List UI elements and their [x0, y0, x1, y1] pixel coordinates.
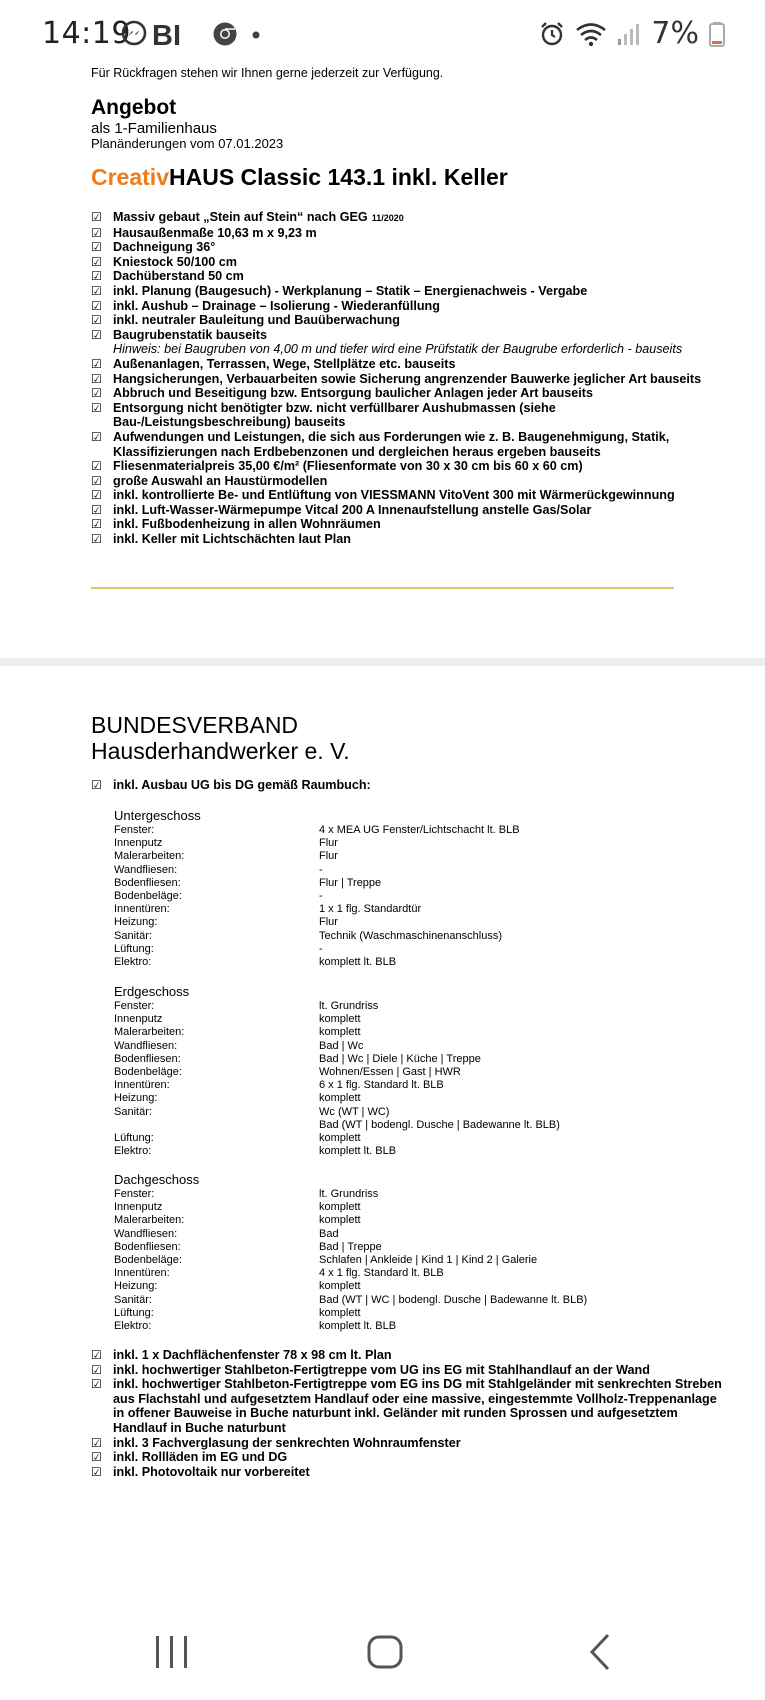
checklist-item-label: Kniestock 50/100 cm [113, 254, 237, 269]
checklist-item-text [113, 1450, 731, 1465]
document-page-1 [0, 60, 765, 660]
checklist-item-text [113, 210, 731, 226]
checkbox-icon: ☑ [91, 400, 102, 415]
room-spec-key: Bodenfliesen: [114, 1240, 181, 1253]
room-spec-row [114, 1092, 674, 1105]
room-spec-value: 4 x MEA UG Fenster/Lichtschacht lt. BLB [319, 824, 520, 836]
checklist-item-label: inkl. Luft-Wasser-Wärmepumpe Vitcal 200 A Innenaufstellung anstelle Gas/Solar [113, 502, 592, 517]
checklist-item-label: inkl. Aushub – Drainage – Isolierung - Wiederanfüllung [113, 298, 440, 313]
checkbox-icon: ☑ [91, 1377, 102, 1392]
floor-title: Erdgeschoss [114, 984, 190, 999]
room-spec-value: Wc (WT | WC) [319, 1105, 390, 1118]
checklist-item-label: Massiv gebaut „Stein auf Stein“ nach GEG [113, 210, 368, 224]
checklist-item-label: Entsorgung nicht benötigter bzw. nicht verfüllbarer Aushubmassen (siehe Bau-/Leistungsbeschreibung) bauseits [113, 400, 556, 430]
checklist-item [91, 401, 731, 430]
status-right-icons [539, 16, 725, 51]
room-spec-key: Lüftung: [114, 942, 154, 955]
contact-line: Für Rückfragen stehen wir Ihnen gerne jederzeit zur Verfügung. [91, 66, 444, 80]
room-spec-key: Bodenbeläge: [114, 1066, 182, 1079]
organization-name [91, 712, 350, 764]
room-spec-key: Innentüren: [114, 1267, 170, 1280]
room-spec-row [114, 1280, 674, 1293]
battery-percent: 7% [651, 16, 699, 51]
checkbox-icon: ☑ [91, 386, 102, 401]
home-icon[interactable] [366, 1632, 404, 1672]
checklist-item-label: Dachüberstand 50 cm [113, 269, 244, 284]
checklist-item-label: Aufwendungen und Leistungen, die sich aus Forderungen wie z. B. Baugenehmigung, Statik, Klassifizierungen nach Erdbebenzonen und dergleichen heraus ergeben bauseits [113, 429, 670, 459]
checklist-item-suffix: 11/2020 [371, 213, 404, 223]
android-nav-bar [0, 1610, 765, 1700]
checklist-item-text [113, 1348, 731, 1363]
room-spec-key: Innenputz [114, 837, 163, 850]
room-spec-key: Bodenfliesen: [114, 876, 181, 889]
checklist-item [91, 532, 731, 547]
room-spec-row [114, 890, 674, 903]
room-spec-row [114, 1188, 674, 1201]
room-spec-value: komplett [319, 1306, 361, 1319]
checklist-item-label: Dachneigung 36° [113, 240, 216, 255]
floor-untergeschoss [114, 808, 674, 969]
room-spec-value: 1 x 1 flg. Standardtür [319, 903, 422, 916]
org-line-2: Hausderhandwerker e. V. [91, 738, 350, 764]
checklist-item-label: inkl. hochwertiger Stahlbeton-Fertigtreppe vom UG ins EG mit Stahlhandlauf an der Wand [113, 1362, 650, 1377]
checklist-item [91, 1348, 731, 1363]
room-spec-value: Bad (WT | bodengl. Dusche | Badewanne lt. BLB) [319, 1118, 560, 1131]
room-spec-key: Sanitär: [114, 1293, 152, 1306]
checkbox-icon: ☑ [91, 459, 102, 474]
checklist-item [91, 1363, 731, 1378]
checklist-item-label: inkl. Photovoltaik nur vorbereitet [113, 1464, 310, 1479]
checklist-item-label: Hausaußenmaße 10,63 m x 9,23 m [113, 225, 317, 240]
room-spec-value: Bad | Wc [319, 1039, 364, 1052]
room-spec-row [114, 1000, 674, 1013]
checklist-item [91, 1465, 731, 1480]
room-spec-row [114, 903, 674, 916]
room-spec-key: Bodenbeläge: [114, 890, 182, 903]
room-spec-value: 4 x 1 flg. Standard lt. BLB [319, 1267, 444, 1280]
checklist-item [91, 430, 731, 459]
offer-title: Angebot [91, 96, 177, 119]
checkbox-icon: ☑ [91, 1362, 102, 1377]
checklist-item-text [113, 430, 731, 459]
room-spec-row [114, 956, 674, 969]
checklist-item-text [113, 532, 731, 547]
room-spec-key: Innentüren: [114, 903, 170, 916]
checklist-item-label: inkl. Keller mit Lichtschächten laut Plan [113, 532, 351, 547]
room-spec-key: Malerarbeiten: [114, 850, 185, 863]
offer-subtitle: als 1-Familienhaus [91, 120, 217, 137]
checklist-item-label: Fliesenmaterialpreis 35,00 €/m² (Fliesenformate von 30 x 30 cm bis 60 x 60 cm) [113, 459, 583, 474]
ausbau-label: inkl. Ausbau UG bis DG gemäß Raumbuch: [113, 778, 371, 792]
checklist-item-text [113, 401, 731, 430]
ausbau-item [91, 778, 371, 793]
room-spec-value: komplett [319, 1092, 361, 1105]
room-spec-row [114, 916, 674, 929]
checkbox-icon: ☑ [91, 778, 102, 792]
room-spec-value: komplett lt. BLB [319, 1320, 397, 1333]
room-spec-row [114, 1320, 674, 1333]
room-spec-key: Innenputz [114, 1013, 163, 1026]
document-page-2 [0, 666, 765, 1626]
room-spec-value: komplett [319, 1132, 361, 1145]
checkbox-icon: ☑ [91, 1464, 102, 1479]
checklist-item-text [113, 299, 731, 314]
recents-icon[interactable] [154, 1632, 190, 1672]
dot-icon [242, 21, 264, 47]
checkbox-icon: ☑ [91, 371, 102, 386]
room-spec-value: komplett lt. BLB [319, 956, 397, 969]
checklist-item [91, 372, 731, 387]
room-spec-row [114, 1066, 674, 1079]
checklist-item-hint: Hinweis: bei Baugruben von 4,00 m und tiefer wird eine Prüfstatik der Baugrube erforderlich - bauseits [113, 342, 683, 357]
room-spec-key: Fenster: [114, 824, 155, 836]
room-spec-key: Wandfliesen: [114, 863, 178, 876]
wifi-icon [575, 21, 607, 47]
room-spec-row [114, 1026, 674, 1039]
checklist-item-label: inkl. Fußbodenheizung in allen Wohnräumen [113, 517, 381, 532]
room-spec-row [114, 1040, 674, 1053]
room-spec-row [114, 850, 674, 863]
room-spec-value: - [319, 863, 323, 876]
checklist-item-text [113, 372, 731, 387]
checklist-item [91, 517, 731, 532]
checklist-item-text [113, 1436, 731, 1451]
signal-icon [617, 21, 641, 47]
room-spec-value: Schlafen | Ankleide | Kind 1 | Kind 2 | Galerie [319, 1254, 538, 1267]
checkbox-icon: ☑ [91, 1450, 102, 1465]
battery-icon [709, 21, 725, 47]
checklist-item-label: Außenanlagen, Terrassen, Wege, Stellplätze etc. bauseits [113, 356, 456, 371]
chrome-icon [212, 21, 238, 47]
room-spec-row [114, 1294, 674, 1307]
room-spec-row [114, 1079, 674, 1092]
checkbox-icon: ☑ [91, 240, 102, 255]
room-spec-key: Sanitär: [114, 929, 152, 942]
org-line-1: BUNDESVERBAND [91, 712, 299, 738]
checklist-item-label: inkl. kontrollierte Be- und Entlüftung von VIESSMANN VitoVent 300 mit Wärmerückgewinnung [113, 488, 675, 503]
room-spec-key: Lüftung: [114, 1306, 154, 1319]
checklist-item-label: inkl. 3 Fachverglasung der senkrechten Wohnraumfenster [113, 1435, 461, 1450]
room-spec-row [114, 1267, 674, 1280]
checklist-item [91, 240, 731, 255]
checklist-item-label: Baugrubenstatik bauseits [113, 327, 267, 342]
room-spec-key: Fenster: [114, 1188, 155, 1200]
room-spec-row [114, 1053, 674, 1066]
room-spec-value: Flur | Treppe [319, 876, 382, 889]
checklist-item [91, 488, 731, 503]
checklist-item-text [113, 1363, 731, 1378]
room-spec-key: Innenputz [114, 1201, 163, 1214]
checkbox-icon: ☑ [91, 313, 102, 328]
room-spec-key: Elektro: [114, 1320, 152, 1333]
room-spec-row [114, 1228, 674, 1241]
room-spec-row [114, 930, 674, 943]
checkbox-icon: ☑ [91, 429, 102, 444]
room-spec-row [114, 1201, 674, 1214]
checklist-item-text [113, 255, 731, 270]
room-spec-row [114, 864, 674, 877]
floor-title: Dachgeschoss [114, 1172, 200, 1187]
checklist-item [91, 1377, 731, 1435]
room-spec-value: 6 x 1 flg. Standard lt. BLB [319, 1079, 444, 1092]
checklist-item [91, 226, 731, 241]
room-spec-key: Elektro: [114, 956, 152, 969]
checklist-item-text [113, 517, 731, 532]
checkbox-icon: ☑ [91, 502, 102, 517]
checklist-item [91, 357, 731, 372]
checkbox-icon: ☑ [91, 356, 102, 371]
room-spec-row [114, 837, 674, 850]
room-spec-value: komplett [319, 1026, 361, 1039]
room-spec-value: Flur [319, 850, 338, 863]
checklist-item-label: Hangsicherungen, Verbauarbeiten sowie Sicherung angrenzender Bauwerke jeglicher Art bauseits [113, 371, 702, 386]
checklist-item [91, 474, 731, 489]
room-spec-key: Elektro: [114, 1145, 152, 1158]
checklist-item-text [113, 240, 731, 255]
checklist-item-text [113, 226, 731, 241]
section-divider [91, 587, 674, 589]
room-spec-key: Wandfliesen: [114, 1227, 178, 1240]
room-spec-row [114, 1254, 674, 1267]
checklist-item-label: Abbruch und Beseitigung bzw. Entsorgung baulicher Anlagen jeder Art bauseits [113, 386, 594, 401]
checkbox-icon: ☑ [91, 283, 102, 298]
room-spec-row [114, 1132, 674, 1145]
room-spec-key: Malerarbeiten: [114, 1214, 185, 1227]
checklist-item-text [113, 503, 731, 518]
checklist-item-text [113, 1377, 731, 1435]
checklist-item-text [113, 459, 731, 474]
back-icon[interactable] [586, 1632, 614, 1672]
room-spec-key: Heizung: [114, 916, 158, 929]
room-spec-row [114, 1013, 674, 1026]
room-spec-row [114, 1145, 674, 1158]
checklist-item [91, 328, 731, 343]
room-spec-value: komplett [319, 1214, 361, 1227]
checkbox-icon: ☑ [91, 532, 102, 547]
room-spec-key: Bodenbeläge: [114, 1254, 182, 1267]
room-spec-key: Sanitär: [114, 1105, 152, 1118]
alarm-icon [539, 21, 565, 47]
room-spec-value: lt. Grundriss [319, 1188, 379, 1200]
status-time: 14:19 [42, 16, 131, 51]
room-spec-value: Bad [319, 1227, 339, 1240]
room-spec-value: komplett [319, 1280, 361, 1293]
room-spec-value: - [319, 890, 323, 903]
checklist-item-text [113, 474, 731, 489]
room-spec-key: Innentüren: [114, 1079, 170, 1092]
room-spec-row [114, 824, 674, 837]
checklist-item-text [113, 386, 731, 401]
room-spec-key: Fenster: [114, 1000, 155, 1012]
checkbox-icon: ☑ [91, 1348, 102, 1362]
room-spec-value: lt. Grundriss [319, 1000, 379, 1012]
checklist-item [91, 210, 731, 226]
offer-date: Planänderungen vom 07.01.2023 [91, 136, 284, 151]
checkbox-icon: ☑ [91, 298, 102, 313]
checklist-item-label: inkl. neutraler Bauleitung und Bauüberwachung [113, 313, 400, 328]
feature-checklist [91, 210, 731, 547]
checklist-item-text [113, 1465, 731, 1480]
room-spec-value: Wohnen/Essen | Gast | HWR [319, 1066, 461, 1079]
room-spec-row [114, 1106, 674, 1119]
floor-erdgeschoss [114, 984, 674, 1158]
checkbox-icon: ☑ [91, 225, 102, 240]
floor-title: Untergeschoss [114, 808, 201, 823]
checklist-item [91, 284, 731, 299]
checkbox-icon: ☑ [91, 269, 102, 284]
room-spec-key: Malerarbeiten: [114, 1026, 185, 1039]
messenger-icon [120, 20, 148, 48]
extras-checklist [91, 1348, 731, 1479]
room-spec-value: Flur [319, 837, 338, 850]
svg-text:BI: BI [152, 20, 181, 48]
room-spec-value: komplett [319, 1201, 361, 1214]
checklist-item-text [113, 357, 731, 372]
checklist-item-text [113, 269, 731, 284]
bild-icon [152, 20, 208, 48]
product-brand: Creativ [91, 164, 169, 190]
checklist-item-label: große Auswahl an Haustürmodellen [113, 473, 328, 488]
floor-dachgeschoss [114, 1172, 674, 1333]
checklist-item [91, 269, 731, 284]
checklist-item-text [113, 328, 731, 343]
product-title [91, 164, 508, 191]
room-spec-value: komplett [319, 1013, 361, 1026]
checklist-item [91, 1450, 731, 1465]
room-spec-key: Bodenfliesen: [114, 1052, 181, 1065]
room-spec-value: Bad (WT | WC | bodengl. Dusche | Badewanne lt. BLB) [319, 1293, 588, 1306]
checklist-item-text [113, 284, 731, 299]
status-left-icons [120, 20, 264, 48]
room-spec-row [114, 1241, 674, 1254]
checklist-item [91, 313, 731, 328]
room-spec-row [114, 877, 674, 890]
checklist-item [91, 503, 731, 518]
checklist-item-label: inkl. 1 x Dachflächenfenster 78 x 98 cm lt. Plan [113, 1348, 392, 1362]
room-spec-value: Bad | Wc | Diele | Küche | Treppe [319, 1052, 481, 1065]
checkbox-icon: ☑ [91, 1435, 102, 1450]
room-spec-key: Heizung: [114, 1092, 158, 1105]
room-spec-row [114, 1307, 674, 1320]
checkbox-icon: ☑ [91, 254, 102, 269]
room-spec-key: Wandfliesen: [114, 1039, 178, 1052]
checkbox-icon: ☑ [91, 210, 102, 224]
checklist-item [91, 1436, 731, 1451]
room-spec-key: Heizung: [114, 1280, 158, 1293]
room-spec-value: Bad | Treppe [319, 1240, 382, 1253]
room-spec-value: Technik (Waschmaschinenanschluss) [319, 929, 502, 942]
checklist-item-label: inkl. hochwertiger Stahlbeton-Fertigtreppe vom EG ins DG mit Stahlgeländer mit senkrechten Streben aus Flachstahl und aufgesetztem Handlauf oder eine massive, eingestemmte Vollholz-Treppenanlage in offener Bauweise in Buche naturbunt inkl. Geländer mit runden Sprossen und aufgesetztem Handlauf in Buche naturbunt [113, 1377, 722, 1435]
room-spec-value: Flur [319, 916, 338, 929]
checklist-item [91, 459, 731, 474]
room-spec-key: Lüftung: [114, 1132, 154, 1145]
room-spec-row [114, 1214, 674, 1227]
checkbox-icon: ☑ [91, 327, 102, 342]
checkbox-icon: ☑ [91, 488, 102, 503]
checkbox-icon: ☑ [91, 473, 102, 488]
checkbox-icon: ☑ [91, 517, 102, 532]
checklist-item-label: inkl. Rollläden im EG und DG [113, 1450, 288, 1465]
checklist-item [91, 299, 731, 314]
room-spec-value: komplett lt. BLB [319, 1145, 397, 1158]
checklist-item-text [113, 313, 731, 328]
page-separator [0, 658, 765, 666]
checklist-item [91, 255, 731, 270]
room-spec-value: - [319, 942, 323, 955]
checklist-item [91, 386, 731, 401]
product-name: HAUS Classic 143.1 inkl. Keller [168, 164, 508, 190]
checklist-item-text [113, 488, 731, 503]
checklist-item-label: inkl. Planung (Baugesuch) - Werkplanung – Statik – Energienachweis - Vergabe [113, 283, 588, 298]
room-spec-row [114, 1119, 674, 1132]
room-spec-key [114, 1119, 319, 1132]
room-spec-row [114, 943, 674, 956]
